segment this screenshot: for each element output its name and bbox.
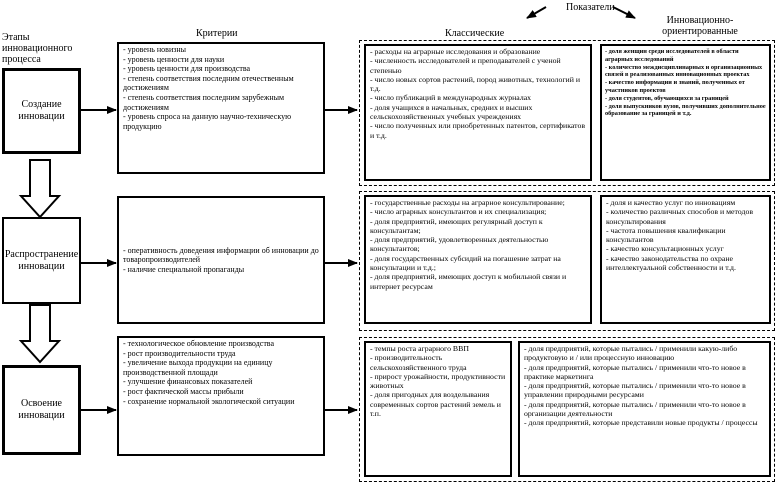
innovative-item: - доля студентов, обучающихся за границей: [605, 95, 766, 103]
criteria-item: - сохранение нормальной экологической ситуации: [123, 397, 319, 407]
classic-item: - прирост урожайности, продуктивности животных: [370, 372, 506, 391]
classic-item: - доля предприятий, удовлетворенных деятельностью консультантов;: [370, 235, 586, 254]
innovative-box-adoption: [518, 341, 771, 477]
innovative-header: Инновационно-ориентированные: [662, 15, 738, 37]
stage-label-creation: Создание инновации: [18, 99, 65, 122]
classic-item: - численность исследователей и преподавателей с ученой степенью: [370, 56, 586, 75]
classic-item: - государственные расходы на аграрное консультирование;: [370, 198, 586, 207]
classic-item: - число полученных или приобретенных патентов, сертификатов и т.д.: [370, 121, 586, 140]
criteria-item: - увеличение выхода продукции на единицу производственной площади: [123, 358, 319, 377]
innovative-item: - качество консультационных услуг: [606, 244, 765, 253]
criteria-item: - рост производительности труда: [123, 349, 319, 359]
indicators-header: Показатели: [566, 2, 615, 13]
classic-item: - доля предприятий, имеющих регулярный доступ к консультантам;: [370, 217, 586, 236]
innovative-item: - доля женщин среди исследователей в области аграрных исследований: [605, 48, 766, 64]
criteria-item: - уровень новизны: [123, 45, 319, 55]
innovative-item: - доля предприятий, которые пытались / применили что-то новое в управлении природными ресурсами: [524, 381, 765, 400]
classic-item: - темпы роста аграрного ВВП: [370, 344, 506, 353]
stage-box-adoption: [2, 365, 81, 455]
innovative-item: - количество различных способов и методов консультирования: [606, 207, 765, 226]
classic-item: - расходы на аграрные исследования и образование: [370, 47, 586, 56]
classic-item: - число новых сортов растений, пород животных, технологий и т.д.: [370, 75, 586, 94]
criteria-item: - степень соответствия последним зарубежным достижениям: [123, 93, 319, 112]
stage-box-creation: [2, 68, 81, 154]
criteria-item: - уровень ценности для производства: [123, 64, 319, 74]
classic-header: Классические: [445, 28, 505, 39]
stage-box-dissemination: [2, 217, 81, 304]
criteria-item: - оперативность доведения информации об инновации до товаропроизводителей: [123, 246, 319, 265]
innovative-item: - частота повышения квалификации консультантов: [606, 226, 765, 245]
classic-box-creation: [364, 44, 592, 181]
stage-down-arrow-2: [21, 305, 59, 362]
innovative-item: - доля выпускников вузов, получивших дополнительное образование за границей и т.д.: [605, 103, 766, 119]
classic-box-dissemination: [364, 195, 592, 324]
innovative-item: - доля предприятий, которые пытались / применили какую-либо продуктовую и / или процессную инновацию: [524, 344, 765, 363]
innovative-item: - доля и качество услуг по инновациям: [606, 198, 765, 207]
stages-header: Этапы инновационного процесса: [2, 32, 73, 65]
criteria-item: - улучшение финансовых показателей: [123, 377, 319, 387]
innovative-item: - доля предприятий, которые пытались / применили что-то новое в практике маркетинга: [524, 363, 765, 382]
innovative-box-creation: [600, 44, 771, 181]
criteria-item: - наличие специальной пропаганды: [123, 265, 319, 275]
classic-item: - доля государственных субсидий на погашение затрат на консультации и т.д.;: [370, 254, 586, 273]
criteria-item: - рост фактической массы прибыли: [123, 387, 319, 397]
header-arrow-right: [613, 7, 635, 18]
classic-item: - число публикаций в международных журналах: [370, 93, 586, 102]
header-arrow-left: [527, 7, 546, 18]
classic-item: - производительность сельскохозяйственного труда: [370, 353, 506, 372]
innovative-item: - качество законодательства по охране интеллектуальной собственности и т.д.: [606, 254, 765, 273]
innovative-box-dissemination: [600, 195, 771, 324]
innovative-item: - качество информации и знаний, полученных от участников проектов: [605, 79, 766, 95]
classic-item: - число аграрных консультантов и их специализация;: [370, 207, 586, 216]
stage-label-dissemination: Распространение инновации: [4, 248, 79, 272]
stage-label-adoption: Освоение инновации: [18, 398, 65, 421]
stage-down-arrow-1: [21, 160, 59, 217]
innovative-item: - доля предприятий, которые представили новые продукты / процессы: [524, 418, 765, 427]
classic-item: - доля пригодных для возделывания современных сортов растений земель и т.п.: [370, 390, 506, 418]
criteria-item: - технологическое обновление производства: [123, 339, 319, 349]
criteria-box-adoption: [117, 336, 325, 456]
innovative-item: - количество междисциплинарных и организационных связей в реализованных инновационных проектах: [605, 64, 766, 80]
classic-item: - доля предприятий, имеющих доступ к мобильной связи и интернет ресурсам: [370, 272, 586, 291]
classic-item: - доля учащихся в начальных, средних и высших сельскохозяйственных учебных учреждениях: [370, 103, 586, 122]
criteria-box-creation: [117, 42, 325, 174]
criteria-item: - уровень ценности для науки: [123, 55, 319, 65]
criteria-item: - уровень спроса на данную научно-техническую продукцию: [123, 112, 319, 131]
innovative-item: - доля предприятий, которые пытались / применили что-то новое в организации деятельности: [524, 400, 765, 419]
criteria-header: Критерии: [196, 28, 238, 39]
criteria-item: - степень соответствия последним отечественным достижениям: [123, 74, 319, 93]
criteria-box-dissemination: [117, 196, 325, 324]
classic-box-adoption: [364, 341, 512, 477]
